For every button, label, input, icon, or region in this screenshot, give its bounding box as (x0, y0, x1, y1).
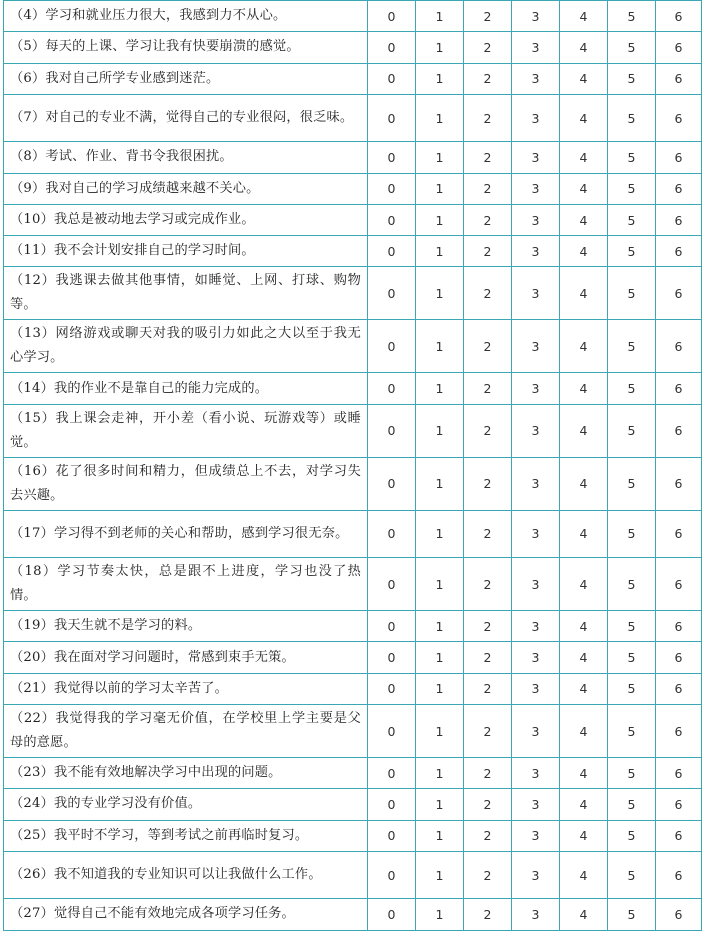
rating-option[interactable]: 4 (560, 173, 608, 204)
rating-option[interactable]: 5 (608, 32, 656, 63)
rating-option[interactable]: 2 (464, 820, 512, 851)
rating-option[interactable]: 1 (416, 204, 464, 235)
rating-option[interactable]: 4 (560, 1, 608, 32)
rating-option[interactable]: 0 (368, 32, 416, 63)
question-text: （8）考试、作业、背书令我很困扰。 (4, 142, 368, 173)
question-text: （22）我觉得我的学习毫无价值，在学校里上学主要是父母的意愿。 (4, 705, 368, 758)
rating-option[interactable]: 6 (656, 32, 702, 63)
rating-option[interactable]: 0 (368, 204, 416, 235)
question-text: （5）每天的上课、学习让我有快要崩溃的感觉。 (4, 32, 368, 63)
table-row (4, 32, 702, 63)
rating-option[interactable]: 1 (416, 851, 464, 898)
rating-option[interactable]: 2 (464, 758, 512, 789)
rating-option[interactable]: 0 (368, 457, 416, 510)
rating-option[interactable]: 4 (560, 142, 608, 173)
rating-option[interactable]: 6 (656, 404, 702, 457)
table-row (4, 373, 702, 404)
rating-option[interactable]: 0 (368, 611, 416, 642)
rating-option[interactable]: 3 (512, 142, 560, 173)
rating-option[interactable]: 6 (656, 94, 702, 141)
rating-option[interactable]: 0 (368, 558, 416, 611)
table-row (4, 204, 702, 235)
rating-option[interactable]: 6 (656, 558, 702, 611)
rating-option[interactable]: 0 (368, 1, 416, 32)
table-row (4, 267, 702, 320)
rating-option[interactable]: 6 (656, 173, 702, 204)
table-row (4, 789, 702, 820)
rating-option[interactable]: 6 (656, 705, 702, 758)
question-text: （14）我的作业不是靠自己的能力完成的。 (4, 373, 368, 404)
question-text: （10）我总是被动地去学习或完成作业。 (4, 204, 368, 235)
question-text: （27）觉得自己不能有效地完成各项学习任务。 (4, 899, 368, 930)
rating-option[interactable]: 3 (512, 457, 560, 510)
rating-option[interactable]: 5 (608, 142, 656, 173)
rating-option[interactable]: 0 (368, 373, 416, 404)
question-text: （19）我天生就不是学习的料。 (4, 611, 368, 642)
rating-option[interactable]: 0 (368, 789, 416, 820)
rating-option[interactable]: 1 (416, 267, 464, 320)
rating-option[interactable]: 5 (608, 558, 656, 611)
rating-option[interactable]: 4 (560, 267, 608, 320)
rating-option[interactable]: 4 (560, 373, 608, 404)
rating-option[interactable]: 0 (368, 267, 416, 320)
rating-option[interactable]: 6 (656, 899, 702, 930)
rating-option[interactable]: 3 (512, 705, 560, 758)
rating-option[interactable]: 0 (368, 820, 416, 851)
table-row (4, 1, 702, 32)
table-row (4, 611, 702, 642)
rating-option[interactable]: 4 (560, 236, 608, 267)
rating-option[interactable]: 1 (416, 642, 464, 673)
rating-option[interactable]: 2 (464, 642, 512, 673)
question-text: （12）我逃课去做其他事情，如睡觉、上网、打球、购物等。 (4, 267, 368, 320)
rating-option[interactable]: 0 (368, 758, 416, 789)
rating-option[interactable]: 3 (512, 267, 560, 320)
rating-option[interactable]: 6 (656, 510, 702, 557)
rating-option[interactable]: 1 (416, 820, 464, 851)
rating-option[interactable]: 3 (512, 236, 560, 267)
question-text: （25）我平时不学习，等到考试之前再临时复习。 (4, 820, 368, 851)
rating-option[interactable]: 6 (656, 204, 702, 235)
rating-option[interactable]: 4 (560, 94, 608, 141)
question-text: （15）我上课会走神，开小差（看小说、玩游戏等）或睡觉。 (4, 404, 368, 457)
rating-option[interactable]: 3 (512, 204, 560, 235)
rating-option[interactable]: 1 (416, 510, 464, 557)
rating-option[interactable]: 4 (560, 705, 608, 758)
table-row (4, 320, 702, 373)
rating-option[interactable]: 5 (608, 63, 656, 94)
rating-option[interactable]: 1 (416, 32, 464, 63)
rating-option[interactable]: 0 (368, 320, 416, 373)
rating-option[interactable]: 5 (608, 94, 656, 141)
rating-option[interactable]: 1 (416, 611, 464, 642)
rating-option[interactable]: 5 (608, 611, 656, 642)
rating-option[interactable]: 0 (368, 673, 416, 704)
question-text: （7）对自己的专业不满，觉得自己的专业很闷，很乏味。 (4, 94, 368, 141)
question-text: （9）我对自己的学习成绩越来越不关心。 (4, 173, 368, 204)
rating-option[interactable]: 3 (512, 611, 560, 642)
rating-option[interactable]: 3 (512, 789, 560, 820)
rating-option[interactable]: 2 (464, 510, 512, 557)
rating-option[interactable]: 5 (608, 320, 656, 373)
rating-option[interactable]: 5 (608, 789, 656, 820)
rating-option[interactable]: 4 (560, 32, 608, 63)
rating-option[interactable]: 0 (368, 705, 416, 758)
table-row (4, 142, 702, 173)
rating-option[interactable]: 2 (464, 1, 512, 32)
rating-option[interactable]: 3 (512, 851, 560, 898)
question-text: （16）花了很多时间和精力，但成绩总上不去，对学习失去兴趣。 (4, 457, 368, 510)
rating-option[interactable]: 5 (608, 404, 656, 457)
rating-option[interactable]: 3 (512, 558, 560, 611)
rating-option[interactable]: 2 (464, 673, 512, 704)
rating-option[interactable]: 3 (512, 673, 560, 704)
rating-option[interactable]: 3 (512, 173, 560, 204)
rating-option[interactable]: 6 (656, 758, 702, 789)
rating-option[interactable]: 1 (416, 457, 464, 510)
rating-option[interactable]: 4 (560, 673, 608, 704)
rating-option[interactable]: 5 (608, 457, 656, 510)
table-row (4, 642, 702, 673)
table-row (4, 94, 702, 141)
rating-option[interactable]: 4 (560, 642, 608, 673)
table-row (4, 851, 702, 898)
rating-option[interactable]: 6 (656, 320, 702, 373)
rating-option[interactable]: 2 (464, 173, 512, 204)
rating-option[interactable]: 1 (416, 705, 464, 758)
question-text: （17）学习得不到老师的关心和帮助，感到学习很无奈。 (4, 510, 368, 557)
rating-option[interactable]: 6 (656, 267, 702, 320)
rating-option[interactable]: 5 (608, 1, 656, 32)
rating-option[interactable]: 6 (656, 789, 702, 820)
rating-option[interactable]: 2 (464, 457, 512, 510)
rating-option[interactable]: 3 (512, 899, 560, 930)
rating-option[interactable]: 3 (512, 94, 560, 141)
survey-body (4, 1, 702, 931)
rating-option[interactable]: 6 (656, 611, 702, 642)
rating-option[interactable]: 5 (608, 705, 656, 758)
table-row (4, 173, 702, 204)
rating-option[interactable]: 5 (608, 173, 656, 204)
rating-option[interactable]: 6 (656, 673, 702, 704)
rating-option[interactable]: 4 (560, 457, 608, 510)
table-row (4, 558, 702, 611)
rating-option[interactable]: 2 (464, 236, 512, 267)
rating-option[interactable]: 4 (560, 558, 608, 611)
rating-option[interactable]: 2 (464, 404, 512, 457)
rating-option[interactable]: 0 (368, 63, 416, 94)
question-text: （24）我的专业学习没有价值。 (4, 789, 368, 820)
rating-option[interactable]: 4 (560, 899, 608, 930)
rating-option[interactable]: 4 (560, 510, 608, 557)
rating-option[interactable]: 2 (464, 267, 512, 320)
rating-option[interactable]: 0 (368, 142, 416, 173)
rating-option[interactable]: 4 (560, 204, 608, 235)
rating-option[interactable]: 3 (512, 820, 560, 851)
rating-option[interactable]: 0 (368, 94, 416, 141)
rating-option[interactable]: 3 (512, 1, 560, 32)
rating-option[interactable]: 3 (512, 510, 560, 557)
rating-option[interactable]: 0 (368, 642, 416, 673)
rating-option[interactable]: 2 (464, 373, 512, 404)
rating-option[interactable]: 2 (464, 611, 512, 642)
rating-option[interactable]: 2 (464, 94, 512, 141)
rating-option[interactable]: 1 (416, 899, 464, 930)
question-text: （13）网络游戏或聊天对我的吸引力如此之大以至于我无心学习。 (4, 320, 368, 373)
rating-option[interactable]: 1 (416, 789, 464, 820)
table-row (4, 236, 702, 267)
rating-option[interactable]: 5 (608, 899, 656, 930)
table-row (4, 758, 702, 789)
rating-option[interactable]: 3 (512, 63, 560, 94)
question-text: （18）学习节奏太快，总是跟不上进度，学习也没了热情。 (4, 558, 368, 611)
question-text: （26）我不知道我的专业知识可以让我做什么工作。 (4, 851, 368, 898)
question-text: （23）我不能有效地解决学习中出现的问题。 (4, 758, 368, 789)
rating-option[interactable]: 2 (464, 32, 512, 63)
rating-option[interactable]: 1 (416, 142, 464, 173)
rating-option[interactable]: 6 (656, 236, 702, 267)
rating-option[interactable]: 2 (464, 558, 512, 611)
table-row (4, 457, 702, 510)
rating-option[interactable]: 1 (416, 1, 464, 32)
rating-option[interactable]: 1 (416, 94, 464, 141)
rating-option[interactable]: 4 (560, 63, 608, 94)
question-text: （11）我不会计划安排自己的学习时间。 (4, 236, 368, 267)
rating-option[interactable]: 1 (416, 63, 464, 94)
rating-option[interactable]: 5 (608, 758, 656, 789)
rating-option[interactable]: 5 (608, 820, 656, 851)
rating-option[interactable]: 6 (656, 373, 702, 404)
rating-option[interactable]: 4 (560, 758, 608, 789)
rating-option[interactable]: 4 (560, 611, 608, 642)
rating-option[interactable]: 3 (512, 758, 560, 789)
rating-option[interactable]: 0 (368, 404, 416, 457)
rating-option[interactable]: 0 (368, 899, 416, 930)
rating-option[interactable]: 6 (656, 851, 702, 898)
table-row (4, 63, 702, 94)
rating-option[interactable]: 2 (464, 899, 512, 930)
rating-option[interactable]: 5 (608, 373, 656, 404)
rating-option[interactable]: 3 (512, 32, 560, 63)
question-text: （4）学习和就业压力很大，我感到力不从心。 (4, 1, 368, 32)
rating-option[interactable]: 4 (560, 320, 608, 373)
rating-option[interactable]: 6 (656, 642, 702, 673)
rating-option[interactable]: 3 (512, 404, 560, 457)
rating-option[interactable]: 4 (560, 820, 608, 851)
rating-option[interactable]: 5 (608, 673, 656, 704)
rating-option[interactable]: 2 (464, 320, 512, 373)
survey-table (3, 0, 702, 931)
rating-option[interactable]: 3 (512, 642, 560, 673)
rating-option[interactable]: 6 (656, 63, 702, 94)
table-row (4, 673, 702, 704)
rating-option[interactable]: 6 (656, 142, 702, 173)
rating-option[interactable]: 1 (416, 558, 464, 611)
rating-option[interactable]: 0 (368, 236, 416, 267)
rating-option[interactable]: 0 (368, 510, 416, 557)
rating-option[interactable]: 6 (656, 1, 702, 32)
rating-option[interactable]: 3 (512, 373, 560, 404)
rating-option[interactable]: 4 (560, 851, 608, 898)
rating-option[interactable]: 0 (368, 173, 416, 204)
rating-option[interactable]: 1 (416, 236, 464, 267)
rating-option[interactable]: 6 (656, 820, 702, 851)
table-row (4, 820, 702, 851)
rating-option[interactable]: 2 (464, 789, 512, 820)
rating-option[interactable]: 2 (464, 63, 512, 94)
table-row (4, 899, 702, 930)
rating-option[interactable]: 0 (368, 851, 416, 898)
rating-option[interactable]: 1 (416, 320, 464, 373)
question-text: （21）我觉得以前的学习太辛苦了。 (4, 673, 368, 704)
table-row (4, 404, 702, 457)
rating-option[interactable]: 5 (608, 642, 656, 673)
rating-option[interactable]: 5 (608, 851, 656, 898)
question-text: （20）我在面对学习问题时，常感到束手无策。 (4, 642, 368, 673)
rating-option[interactable]: 3 (512, 320, 560, 373)
rating-option[interactable]: 1 (416, 758, 464, 789)
rating-option[interactable]: 2 (464, 851, 512, 898)
rating-option[interactable]: 5 (608, 267, 656, 320)
table-row (4, 510, 702, 557)
rating-option[interactable]: 2 (464, 142, 512, 173)
rating-option[interactable]: 1 (416, 373, 464, 404)
rating-option[interactable]: 5 (608, 204, 656, 235)
rating-option[interactable]: 1 (416, 173, 464, 204)
rating-option[interactable]: 6 (656, 457, 702, 510)
rating-option[interactable]: 4 (560, 789, 608, 820)
rating-option[interactable]: 5 (608, 236, 656, 267)
rating-option[interactable]: 1 (416, 404, 464, 457)
rating-option[interactable]: 5 (608, 510, 656, 557)
table-row (4, 705, 702, 758)
rating-option[interactable]: 2 (464, 705, 512, 758)
rating-option[interactable]: 2 (464, 204, 512, 235)
question-text: （6）我对自己所学专业感到迷茫。 (4, 63, 368, 94)
rating-option[interactable]: 1 (416, 673, 464, 704)
rating-option[interactable]: 4 (560, 404, 608, 457)
